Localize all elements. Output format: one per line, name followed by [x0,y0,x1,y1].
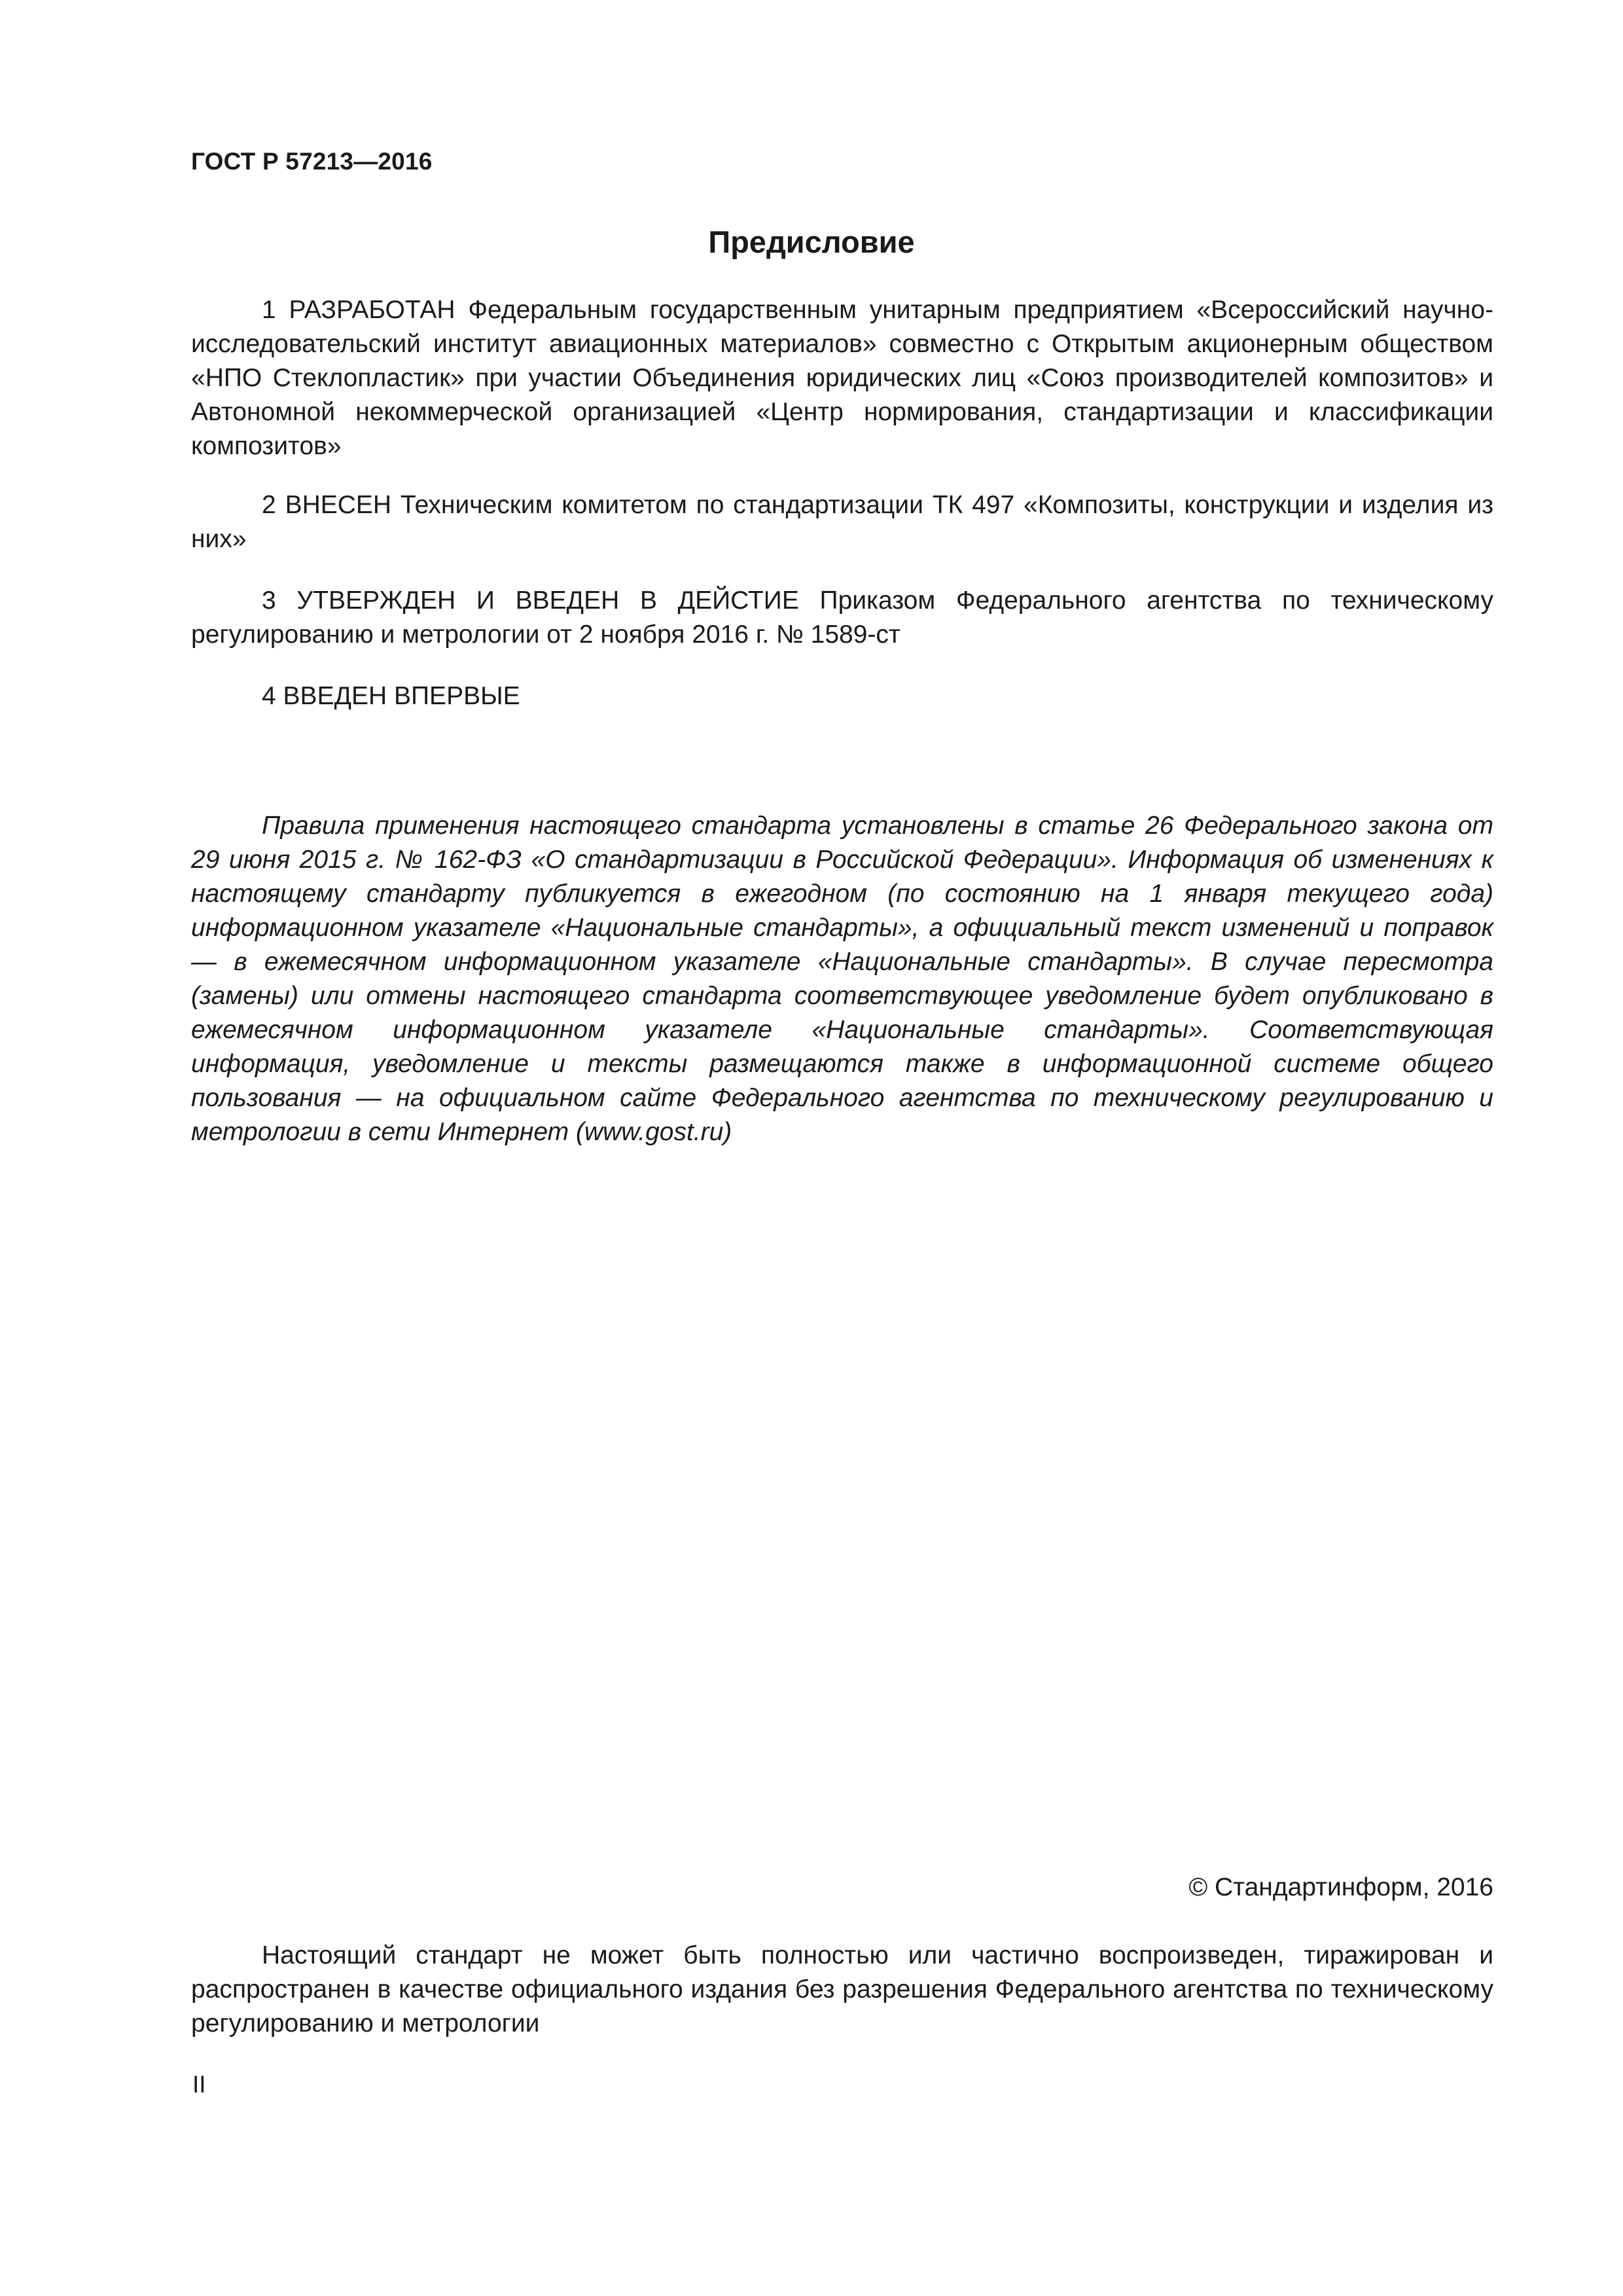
reproduction-rights-notice: Настоящий стандарт не может быть полностью или частично воспроизведен, тиражирован и распространен в качестве официального издания без разрешения Федерального агентства по техническому регулированию и метрологии [191,1941,1493,2037]
page-title: Предисловие [708,224,915,259]
item-number: 4 [262,682,276,710]
application-rules-notice: Правила применения настоящего стандарта установлены в статье 26 Федерального закона от 29 июня 2015 г. № 162-ФЗ «О стандартизации в Российской Федерации». Информация об изменениях к настоящему стандарту публикуется в ежегодном (по состоянию на 1 января текущего года) информационном указателе «Национальные стандарты», а официальный текст изменений и поправок — в ежемесячном информационном указателе «Национальные стандарты». В случае пересмотра (замены) или отмены настоящего стандарта соответствующее уведомление будет опубликовано в ежемесячном информационном указателе «Национальные стандарты». Соответствующая информация, уведомление и тексты размещаются также в информационной системе общего пользования — на официальном сайте Федерального агентства по техническому регулированию и метрологии в сети Интернет (www.gost.ru) [191,812,1493,1146]
copyright-line: © Стандартинформ, 2016 [1188,1873,1493,1901]
document-code: ГОСТ Р 57213—2016 [191,148,433,175]
item-text: ВВЕДЕН ВПЕРВЫЕ [283,682,520,710]
item-text: ВНЕСЕН Техническим комитетом по стандартизации ТК 497 «Композиты, конструкции и изделия из них» [191,491,1493,553]
item-text: УТВЕРЖДЕН И ВВЕДЕН В ДЕЙСТИЕ Приказом Федерального агентства по техническому регулированию и метрологии от 2 ноября 2016 г. № 1589-ст [191,586,1493,649]
item-number: 1 [262,296,276,324]
item-text: РАЗРАБОТАН Федеральным государственным унитарным предприятием «Всероссийский научно-исследовательский институт авиационных материалов» совместно с Открытым акционерным обществом «НПО Стеклопластик» при участии Объединения юридических лиц «Союз производителей композитов» и Автономной некоммерческой организацией «Центр нормирования, стандартизации и классификации композитов» [191,296,1493,460]
item-number: 3 [262,586,276,615]
page-number: II [192,2071,206,2098]
preface-item-2 [191,488,1493,556]
item-number: 2 [262,491,276,519]
preface-item-3 [191,584,1493,652]
preface-item-4 [191,679,1493,713]
preface-item-1 [191,293,1493,463]
